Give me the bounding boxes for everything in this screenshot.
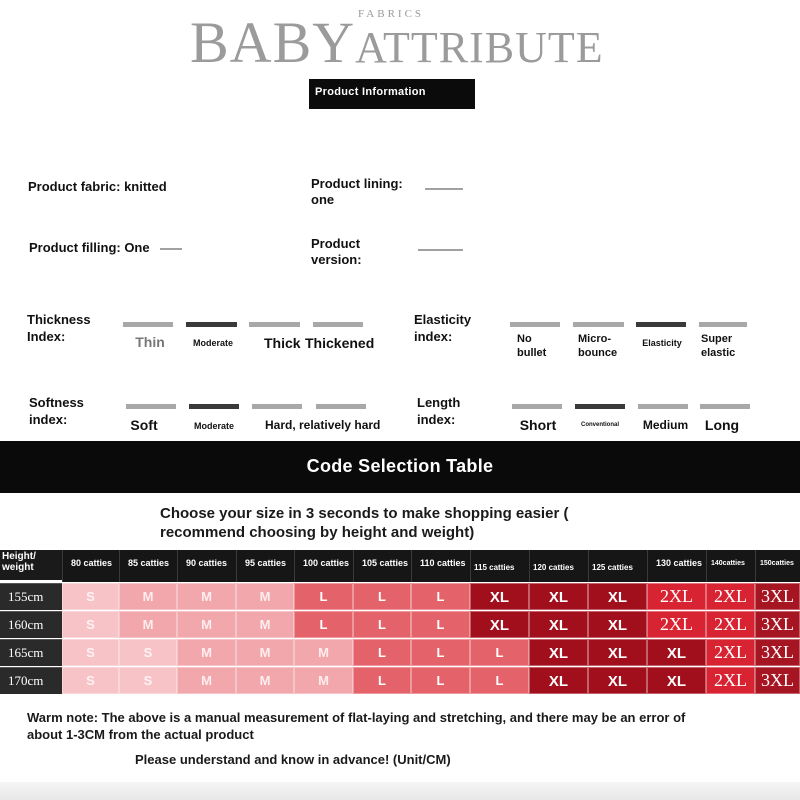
size-cell: M [177, 639, 236, 666]
size-cell: 3XL [755, 639, 800, 666]
elasticity-option-elasticity: Elasticity [642, 338, 682, 348]
size-cell: M [177, 667, 236, 694]
size-cell: 2XL [706, 667, 755, 694]
background-floor [0, 782, 800, 800]
size-cell: S [62, 611, 119, 638]
weight-header: 140catties [706, 550, 755, 582]
logo-subtitle: FABRICS [358, 8, 425, 20]
weight-header: 115 catties [470, 550, 529, 582]
thickness-option-thick: Thick [264, 335, 301, 351]
size-cell: XL [529, 583, 588, 610]
subtitle-line2: recommend choosing by height and weight) [160, 524, 475, 541]
size-cell: L [470, 639, 529, 666]
thickness-option-thin: Thin [135, 334, 165, 350]
size-cell: L [411, 667, 470, 694]
weight-header: 90 catties [177, 550, 236, 582]
height-label: 170cm [0, 667, 62, 694]
size-cell: L [411, 639, 470, 666]
elasticity-label-line2: index: [414, 329, 453, 344]
size-cell: M [236, 667, 294, 694]
weight-header: 95 catties [236, 550, 294, 582]
thickness-index-label [27, 311, 91, 345]
softness-bar-hard [252, 404, 302, 409]
weight-header: 125 catties [588, 550, 647, 582]
size-cell: L [353, 667, 411, 694]
advance-note: Please understand and know in advance! (Unit/CM) [135, 752, 451, 767]
size-cell: XL [588, 611, 647, 638]
softness-label-line1: Softness [29, 395, 84, 410]
size-cell: M [236, 611, 294, 638]
thickness-label-line1: Thickness [27, 312, 91, 327]
size-cell: XL [588, 639, 647, 666]
elasticity-option-no-bullet: No bullet [517, 333, 547, 359]
thickness-bar-thin [123, 322, 173, 327]
size-cell: XL [647, 639, 706, 666]
size-cell: 2XL [706, 611, 755, 638]
elasticity-option-super-elastic: Super elastic [701, 333, 736, 359]
product-version-label: Product [311, 236, 361, 251]
table-corner-header [0, 550, 62, 580]
softness-bar-moderate [189, 404, 239, 409]
logo-title [190, 10, 604, 77]
length-bar-long [700, 404, 750, 409]
product-lining [311, 176, 403, 208]
size-cell: L [294, 611, 353, 638]
size-cell: XL [529, 639, 588, 666]
corner-line2: weight [2, 562, 34, 573]
product-lining-value: one [311, 192, 335, 207]
weight-header: 85 catties [119, 550, 177, 582]
size-cell: XL [529, 611, 588, 638]
length-bar-medium [638, 404, 688, 409]
size-cell: L [411, 611, 470, 638]
size-cell: 2XL [647, 611, 706, 638]
elasticity-bar-no-bullet [510, 322, 560, 327]
size-cell: M [294, 639, 353, 666]
softness-option-hard: Hard, relatively hard [265, 418, 381, 432]
warm-note: Warm note: The above is a manual measurement of flat-laying and stretching, and there may be an error of about 1-3CM from the actual product [27, 710, 686, 742]
thickness-bar-moderate [186, 322, 237, 327]
code-selection-title: Code Selection Table [0, 441, 800, 493]
thickness-option-moderate: Moderate [192, 338, 233, 348]
size-cell: XL [529, 667, 588, 694]
elasticity-index-label [414, 311, 471, 345]
softness-bar-soft [126, 404, 176, 409]
elasticity-bar-elasticity [636, 322, 686, 327]
elasticity-bar-micro-bounce [573, 322, 624, 327]
thickness-option-thickened: Thickened [305, 335, 375, 351]
size-cell: 2XL [647, 583, 706, 610]
length-option-medium: Medium [642, 418, 689, 432]
elasticity-bar-super-elastic [699, 322, 747, 327]
elasticity-option-micro-bounce: Micro-bounce [578, 333, 618, 359]
weight-header: 150catties [755, 550, 800, 582]
weight-header: 105 catties [353, 550, 411, 582]
size-cell: L [353, 611, 411, 638]
subtitle-line1: Choose your size in 3 seconds to make shopping easier ( [160, 505, 569, 522]
product-fabric: Product fabric: knitted [28, 179, 167, 194]
height-label: 155cm [0, 583, 62, 610]
elasticity-label-line1: Elasticity [414, 312, 472, 327]
size-cell: S [62, 639, 119, 666]
size-cell: M [119, 583, 177, 610]
softness-option-soft: Soft [130, 417, 158, 433]
weight-header: 110 catties [411, 550, 470, 582]
size-cell: S [119, 639, 177, 666]
code-selection-subtitle [160, 504, 630, 542]
height-label: 165cm [0, 639, 62, 666]
size-cell: 2XL [706, 639, 755, 666]
length-bar-short [512, 404, 562, 409]
product-information-heading: Product Information [309, 79, 475, 109]
product-filling: Product filling: One [29, 240, 150, 255]
size-cell: 3XL [755, 667, 800, 694]
length-option-long: Long [704, 417, 740, 433]
size-cell: S [62, 583, 119, 610]
thickness-bar-thickened [313, 322, 363, 327]
redacted-mark [425, 188, 463, 190]
redacted-mark [418, 249, 463, 251]
size-cell: S [62, 667, 119, 694]
redacted-mark [160, 248, 182, 250]
length-bar-conventional [575, 404, 625, 409]
length-label-line2: index: [417, 412, 456, 427]
length-label-line1: Length [417, 395, 461, 410]
logo-title-baby: BABY [190, 10, 356, 75]
brand-logo [190, 8, 610, 75]
thickness-label-line2: Index: [27, 329, 66, 344]
product-lining-label: Product lining: [311, 176, 403, 191]
size-cell: M [177, 611, 236, 638]
size-cell: M [119, 611, 177, 638]
size-cell: XL [588, 667, 647, 694]
size-cell: 2XL [706, 583, 755, 610]
size-cell: 3XL [755, 583, 800, 610]
size-cell: L [411, 583, 470, 610]
size-cell: L [470, 667, 529, 694]
size-cell: M [294, 667, 353, 694]
size-cell: M [236, 583, 294, 610]
thickness-bar-thick [249, 322, 300, 327]
size-cell: XL [588, 583, 647, 610]
size-cell: XL [470, 583, 529, 610]
size-cell: M [177, 583, 236, 610]
softness-bar-relatively-hard [316, 404, 366, 409]
product-version [311, 236, 362, 268]
softness-option-moderate: Moderate [193, 421, 234, 431]
size-cell: XL [647, 667, 706, 694]
weight-header: 130 catties [647, 550, 706, 582]
logo-title-attribute: ATTRIBUTE [355, 23, 604, 72]
size-cell: 3XL [755, 611, 800, 638]
size-cell: S [119, 667, 177, 694]
size-cell: L [353, 639, 411, 666]
length-index-label [417, 394, 460, 428]
size-cell: L [353, 583, 411, 610]
size-cell: M [236, 639, 294, 666]
weight-header: 120 catties [529, 550, 588, 582]
corner-line1: Height/ [2, 551, 36, 562]
length-option-short: Short [519, 417, 557, 433]
softness-label-line2: index: [29, 412, 68, 427]
weight-header: 100 catties [294, 550, 353, 582]
size-cell: L [294, 583, 353, 610]
size-table [0, 550, 800, 690]
softness-index-label [29, 394, 84, 428]
product-version-label-2: version: [311, 252, 362, 267]
weight-header: 80 catties [62, 550, 119, 582]
height-label: 160cm [0, 611, 62, 638]
length-option-conventional: Conventional [580, 422, 619, 428]
size-cell: XL [470, 611, 529, 638]
